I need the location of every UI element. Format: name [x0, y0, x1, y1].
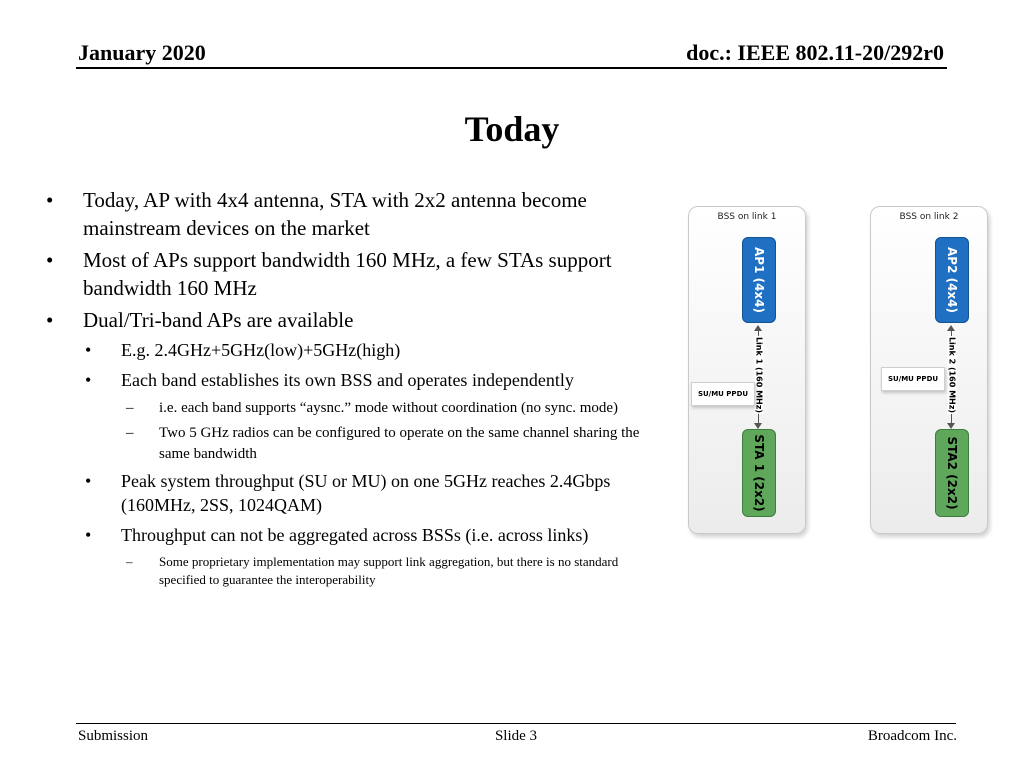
bullet-marker: •: [46, 188, 54, 212]
header-divider: [76, 67, 947, 69]
sta2-node: [935, 429, 969, 517]
footer-organization: Broadcom Inc.: [867, 728, 957, 744]
ap1-label: AP1 (4x4): [752, 246, 766, 314]
bss-link-2-box: [870, 206, 988, 534]
bullet-text: Peak system throughput (SU or MU) on one 5GHz reaches 2.4Gbps (160MHz, 2SS, 1024QAM): [121, 471, 611, 515]
bullet-text: E.g. 2.4GHz+5GHz(low)+5GHz(high): [121, 340, 401, 360]
bullet-marker: •: [85, 471, 92, 491]
dash-marker: –: [126, 400, 134, 416]
header-doc-number: doc.: IEEE 802.11-20/292r0: [686, 40, 944, 65]
ap2-node: [935, 237, 969, 323]
slide-title: Today: [464, 109, 560, 149]
bss-link-2-label: BSS on link 2: [899, 212, 959, 222]
bullet-marker: •: [85, 525, 92, 545]
bullet-text: Some proprietary implementation may support link aggregation, but there is no standard specified to guarantee the interoperability: [159, 554, 619, 587]
sta2-label: STA2 (2x2): [945, 436, 959, 510]
list-item: [40, 423, 650, 465]
header-date: January 2020: [78, 40, 206, 65]
list-item: [40, 338, 650, 362]
bullet-text: Dual/Tri-band APs are available: [83, 308, 354, 332]
list-item: [40, 306, 650, 334]
bullet-text: i.e. each band supports “aysnc.” mode without coordination (no sync. mode): [159, 400, 619, 416]
ppdu-1-box: SU/MU PPDU: [691, 382, 755, 406]
bullet-marker: •: [46, 308, 54, 332]
link-1-label: Link 1 (160 MHz): [754, 336, 764, 414]
link-2-label: Link 2 (160 MHz): [947, 336, 957, 414]
dash-marker: –: [126, 425, 134, 441]
bullet-marker: •: [85, 370, 92, 390]
footer-submission: Submission: [78, 728, 149, 744]
bss-link-1-box: [688, 206, 806, 534]
bullet-text: Each band establishes its own BSS and operates independently: [121, 370, 574, 390]
ppdu-2-box: SU/MU PPDU: [881, 367, 945, 391]
list-item: [40, 523, 650, 547]
footer-slide-number: Slide 3: [494, 728, 538, 744]
bullet-list: [40, 186, 650, 593]
bullet-text: Two 5 GHz radios can be configured to operate on the same channel sharing the same bandwidth: [159, 425, 640, 462]
bullet-text: Throughput can not be aggregated across BSSs (i.e. across links): [121, 525, 589, 545]
ap1-node: [742, 237, 776, 323]
sta1-label: STA 1 (2x2): [752, 434, 766, 512]
bullet-text: Today, AP with 4x4 antenna, STA with 2x2 antenna become mainstream devices on the market: [83, 188, 587, 240]
sta1-node: [742, 429, 776, 517]
ap2-label: AP2 (4x4): [945, 246, 959, 314]
list-item: [40, 398, 650, 419]
bullet-text: Most of APs support bandwidth 160 MHz, a few STAs support bandwidth 160 MHz: [83, 248, 612, 300]
list-item: [40, 186, 650, 242]
list-item: [40, 246, 650, 302]
bullet-marker: •: [46, 248, 54, 272]
list-item: [40, 469, 650, 517]
footer-divider: [76, 723, 956, 724]
list-item: [40, 553, 650, 589]
list-item: [40, 368, 650, 392]
bullet-marker: •: [85, 340, 92, 360]
dash-marker: –: [126, 554, 133, 569]
bss-link-1-label: BSS on link 1: [717, 212, 777, 222]
bss-diagram: [688, 206, 988, 536]
